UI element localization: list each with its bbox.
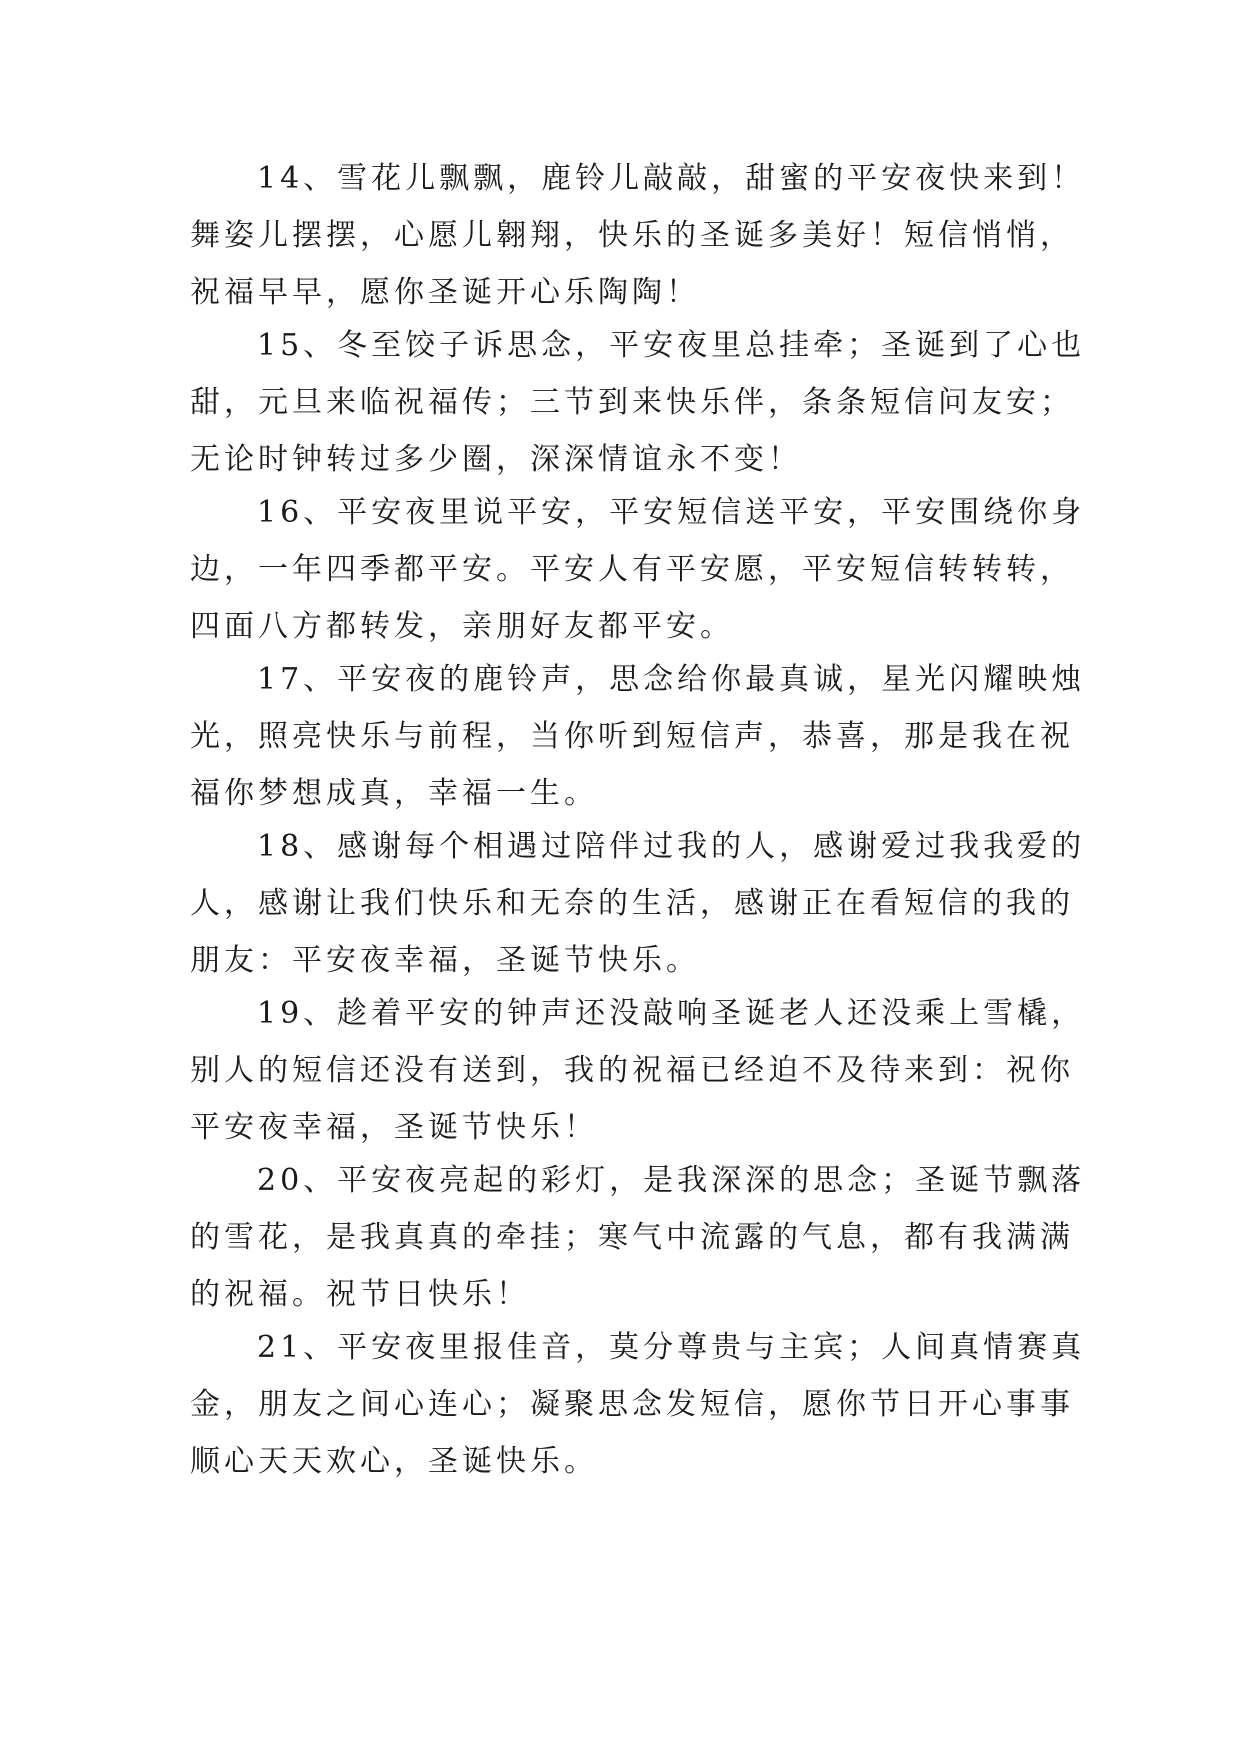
paragraph-19-line-3: 平安夜幸福，圣诞节快乐！ — [190, 1110, 598, 1145]
paragraph-21-line-2: 金，朋友之间心连心；凝聚思念发短信，愿你节日开心事事 — [190, 1387, 1074, 1422]
paragraph-17-line-3: 福你梦想成真，幸福一生。 — [190, 776, 598, 811]
paragraph-20-line-1: 20、平安夜亮起的彩灯，是我深深的思念；圣诞节飘落 — [257, 1163, 1086, 1198]
paragraph-17-line-2: 光，照亮快乐与前程，当你听到短信声，恭喜，那是我在祝 — [190, 719, 1074, 754]
paragraph-14-line-3: 祝福早早，愿你圣诞开心乐陶陶！ — [190, 275, 700, 310]
paragraph-14-line-1: 14、雪花儿飘飘，鹿铃儿敲敲，甜蜜的平安夜快来到！ — [257, 161, 1086, 196]
paragraph-21-line-1: 21、平安夜里报佳音，莫分尊贵与主宾；人间真情赛真 — [257, 1330, 1086, 1365]
paragraph-20-line-3: 的祝福。祝节日快乐！ — [190, 1277, 530, 1312]
paragraph-16-line-2: 边，一年四季都平安。平安人有平安愿，平安短信转转转， — [190, 552, 1074, 587]
paragraph-18-line-3: 朋友：平安夜幸福，圣诞节快乐。 — [190, 943, 700, 978]
paragraph-19-line-2: 别人的短信还没有送到，我的祝福已经迫不及待来到：祝你 — [190, 1053, 1074, 1088]
paragraph-16-line-3: 四面八方都转发，亲朋好友都平安。 — [190, 609, 734, 644]
paragraph-18-line-2: 人，感谢让我们快乐和无奈的生活，感谢正在看短信的我的 — [190, 886, 1074, 921]
paragraph-15-line-1: 15、冬至饺子诉思念，平安夜里总挂牵；圣诞到了心也 — [257, 328, 1086, 363]
paragraph-20-line-2: 的雪花，是我真真的牵挂；寒气中流露的气息，都有我满满 — [190, 1220, 1074, 1255]
paragraph-14-line-2: 舞姿儿摆摆，心愿儿翱翔，快乐的圣诞多美好！短信悄悄， — [190, 218, 1074, 253]
paragraph-16-line-1: 16、平安夜里说平安，平安短信送平安，平安围绕你身 — [257, 495, 1086, 530]
paragraph-21-line-3: 顺心天天欢心，圣诞快乐。 — [190, 1444, 598, 1479]
paragraph-15-line-3: 无论时钟转过多少圈，深深情谊永不变！ — [190, 442, 802, 477]
paragraph-17-line-1: 17、平安夜的鹿铃声，思念给你最真诚，星光闪耀映烛 — [257, 662, 1086, 697]
paragraph-18-line-1: 18、感谢每个相遇过陪伴过我的人，感谢爱过我我爱的 — [257, 829, 1086, 864]
paragraph-19-line-1: 19、趁着平安的钟声还没敲响圣诞老人还没乘上雪橇， — [257, 996, 1086, 1031]
paragraph-15-line-2: 甜，元旦来临祝福传；三节到来快乐伴，条条短信问友安； — [190, 385, 1074, 420]
